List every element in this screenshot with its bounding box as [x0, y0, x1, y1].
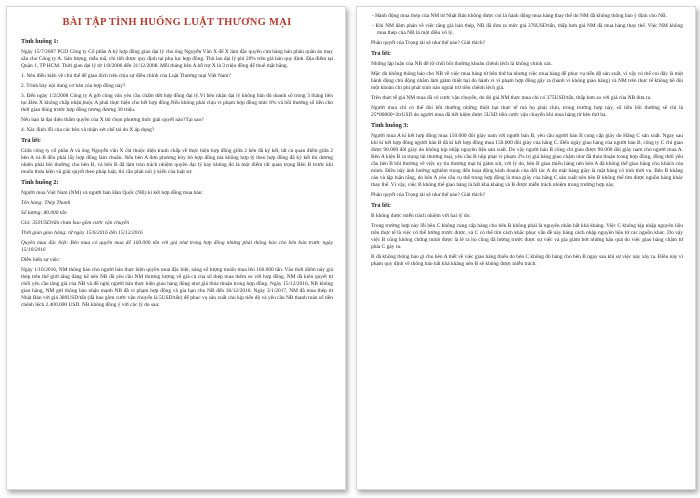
document-page-left: [6, 6, 346, 490]
case1-question-2: 2. Trình bày nội dung cơ bản của hợp đồng này?: [21, 83, 126, 89]
case1-question-3: 3. Đến ngày 1/2/2008 Công ty A gởi công văn yêu cầu chấm dứt hợp đồng đại lý.Vì bên nhận đại lý không bán đủ doanh số trong 3 tháng liên tục.Bên X không chấp nhận,buộc A phải thực hiện cho hết hợp đồng.Nếu không phải chịu vi phạm hợp đồng mức 8% và bồi thường số tiền cho thời gian đúng trước hợp đồng tương đương 30 triệu.: [21, 93, 333, 113]
case2-answer-4: Người mua chỉ có thể đòi bồi thường những thiệt hại thực tế mà họ phải chịu, trong trường hợp này, số tiền bồi thường sẽ chỉ là 25*80000=2trUSD do người mua đã tiết kiệm được 5USD tiền cước vận chuyển khi mua hàng từ bên thứ ba.: [371, 105, 683, 118]
case2-answer-2: Mặc dù không thông báo cho NB về việc mua hàng từ bên thứ ba nhưng việc mua hàng để phục vụ tiến độ sản xuất, vì vậy có thể coi đây là một hành động chủ động nhằm làm giảm thiệt hại do hành vi vi phạm hợp đồng gây ra (hành vi không giao hàng) và NM trên thực tế không hề đòi một khoản chi phí phát sinh nào ngoài trừ tiền chênh lệch giá.: [371, 71, 683, 91]
document-page-right: [356, 6, 696, 490]
case3-answer-label: Trả lời:: [371, 202, 391, 209]
case2-item-option: Quyền mua đặc biệt: Bên mua có quyền mua để 160.000 tấn với giá như trong hợp đồng nhưng phải thông báo cho bên bán trước ngày 15/10/2016: [21, 240, 333, 253]
case3-paragraph: Người mua A kí kết hợp đồng mua 150.000 đôi giày nam với người bán B, yêu cầu người bán B cung cấp giày do Hãng C sản xuất. Ngay sau khi kí kết hợp đồng người bán B đã kí kết hợp đồng mua 150.000 đôi giày của hãng C. Đến ngày giao hàng của người bán B, công ty C chỉ giao được 90.000 đôi giày do không kịp nhập nguyên liệu sản xuất. Do vậy người bán B cũng chỉ giao được 90.000 đôi giày nam cho người mua A. Bên A kiện B ra trọng tài thương mại, yêu cầu B nộp phạt vi phạm 2% trị giá hàng giao chậm như đã thỏa thuận trong hợp đồng, đồng thời yêu cầu bên B bồi thường về việc uy tín thương mại bị giảm sút, với lý do, bên B giao thiếu hàng nên bên A đã không thể giao hàng cho khách của mình. Điều này ảnh hưởng nghiêm trọng đến hoạt động kinh doanh của đối tác A do mặt hàng giày là mặt hàng có tính thời vụ. Bên B khẳng cáo và lập luận rằng, do bên A yêu cầu cụ thể trong hợp đồng là mua giày của hãng C sản xuất nên bên B không thể tìm được nguồn hàng khác thay thế. Vì vậy, việc B không thể giao hàng là bất khả kháng và B được miễn trách nhiệm trong trường hợp này.: [371, 133, 683, 188]
case1-question-1: 1. Nêu điều kiện về chủ thể để giao dịch trên chịu sự điều chỉnh của Luật Thương mại Việt Nam?: [21, 73, 231, 79]
case3-question: Phân quyết của Trọng tài sẽ như thế nào? Giải thích?: [371, 192, 486, 198]
case2-seller-argument-2: - Khi NM đàm phán về việc tăng giá bán thép, NB đã đưa ra mức giá 376USD/tấn, thấp hơn giá NM đã mua hàng thay thế. Việc NM không mua thép của NB là một điều vô lý.: [372, 23, 683, 36]
case2-heading: Tình huống 2:: [21, 179, 59, 186]
case1-question-3b: Nếu bạn là đại diện thẩm quyền của X thì chọn phương thức giải quyết nào?Tại sao?: [21, 117, 204, 123]
case3-answer-2: B đã không thông báo gì cho bên A biết về việc giao hàng thiếu do bên C không đủ hàng cho bên B ngay sau khi sự việc này xảy ra. Điều này vi phạm quy định về thông báo bất khả kháng nên B sẽ không được miễn trách.: [371, 254, 683, 267]
case1-answer: Giữa công ty cổ phần A và ông Nguyễn văn X chỉ thuộc diện tranh chấp về thực hiện hợp đồng giữa 2 bên đã ký kết, tất cả quan điểm giữa 2 bên A và B đều phải lấy hợp đồng làm chuẩn. Nếu bên A đơn phương hủy bỏ hợp đồng mà không hợp lý theo hợp đồng đã ký kết thì dương nhiên phải bồi thường cho bên B, và bên B đã làm tròn trách nhiệm quyền đại lý hay không đó là một điểm rất quan trọng Bên B trước khi muốn thưa kiện và giải quyết theo pháp luật, thì cần phải nói ý kiến của luật sư.: [21, 148, 333, 175]
case2-paragraph: Người mua Việt Nam (NM) và người bán Hàn Quốc (NB) kí kết hợp đồng mua bán:: [21, 190, 203, 196]
case3-answer-intro: B không được miễn trách nhiệm với hai lý do:: [371, 213, 471, 219]
case1-heading: Tình huống 1:: [21, 38, 59, 45]
case3-heading: Tình huống 3:: [371, 122, 409, 129]
case2-question: Phân quyết của Trọng tài sẽ như thế nào? Giải thích?: [371, 40, 486, 46]
case2-answer-label: Trả lời:: [371, 50, 391, 57]
document-title: BÀI TẬP TÌNH HUỐNG LUẬT THƯƠNG MẠI: [62, 17, 292, 28]
case2-answer-3: Trên thực tế giá NM mua đã có cước vận chuyển, do đó giá NM thực mua chỉ có 375USD/tấn, thấp hơn so với giá của NB đưa ra.: [371, 95, 652, 101]
case2-answer-1: Những lập luận của NB để từ chối bồi thường khoản chênh lệch là không chính xác.: [371, 61, 553, 67]
case3-answer-1: Trong trường hợp này lỗi bên C không cung cấp hàng cho bên B không phải là nguyên nhân bất khả kháng. Việc C không kịp nhập nguyên liệu trên thực tế là việc có thể lường trước được, và C có thể tìm cách khắc phục vấn đề này bằng cách nhập nguyên liệu từ các nguồn khác. Do vậy việc B cũng không chứng minh được là lẽ ra họ cũng đã lường trước được sự việc và gia giảm bớt những hậu quả do việc giao hàng chậm từ phía C gây ra.: [371, 223, 683, 250]
case2-facts-label: Diễn biến sự việc:: [21, 257, 61, 263]
case2-item-price: Giá: 350USD/tấn chưa bao gồm cước vận chuyển: [21, 220, 130, 226]
case2-item-quantity: Số lượng: 80.000 tấn: [21, 210, 67, 216]
case2-facts: Ngày 1/10/2016, NM thông báo cho người bán thực hiện quyền mua đặc biệt, nâng số lượng muốn mua lên 160.000 tấn. Vào thời điểm này giá thép trên thế giới tăng đáng kể nên NB đã yêu cầu NM thương lượng về giá cả của số thép mua thêm so với hợp đồng. NM đã kiên quyết từ chối yêu cầu tăng giá của NB và đề nghị người bán thực hiện giao hàng đúng như giá thỏa thuận trong hợp đồng. Ngày 15/12/2016, NB không giao hàng, NM gửi thông báo nhận mạnh NB đã vi phạm hợp đồng và gia hạn cho NB đến 30/12/2016. Ngày 3/1/2017, NM đã mua thép từ Nhật Bản với giá 380USD/tấn (đã bao gồm cước vận chuyển là 5USD/tấn) để phục vụ sản xuất cho kịp tiến độ và yêu cầu NB thanh toán số tiền chênh lệch 2.400.000 USD. NB không đồng ý với các lý do sau:: [21, 267, 333, 308]
case1-paragraph: Ngày 15/7/2007 PGD Công ty Cổ phần A ký hợp đồng giao đại lý cho ông Nguyễn Văn X để X làm đặc quyền cửa hàng bán phân quần áo may sẵn cho Công ty A. Sản lượng, mẫu mã, chi tiết được quy định tại phụ lục hợp đồng. Thù lao đại lý phí 20% trên giá bán quy định. Địa điểm tại Quận 1, TP HCM. Thời gian đại lý từ 1/8/2006 đến 31/12/2008. Mỗi tháng bên A hỗ trợ X là 3 triệu đồng để thuê mặt bằng.: [21, 49, 333, 69]
case2-seller-argument-1: - Hành động mua thép của NM từ Nhật Bản không được coi là hành động mua hàng thay thế do NM đã không thông báo ý định cho NB.: [372, 13, 667, 19]
case2-item-delivery: Thời gian giao hàng: từ ngày 15/6/2016 đến 15/12/2016: [21, 230, 143, 236]
case2-item-goods: Tên hàng: Thép Thanh: [21, 200, 71, 206]
case1-question-4: 4. Xác định lỗi của các bên và nhận xét chế tài do X áp dụng?: [21, 127, 155, 133]
case1-answer-label: Trả lời:: [21, 137, 41, 144]
